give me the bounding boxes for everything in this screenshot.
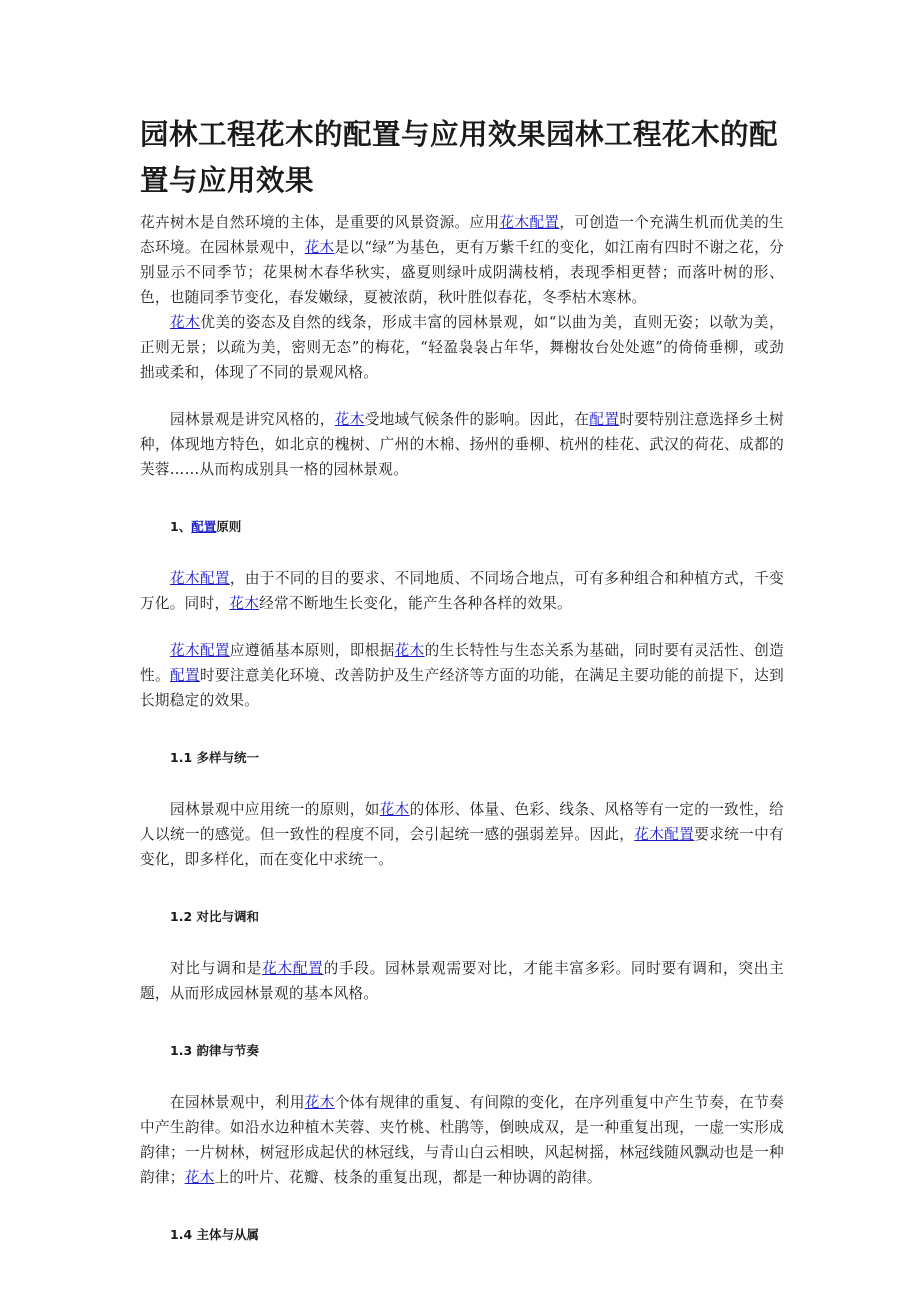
link-huamu[interactable]: 花木 xyxy=(170,314,201,331)
link-huamu[interactable]: 花木 xyxy=(229,595,260,612)
link-peizhi[interactable]: 配置 xyxy=(589,411,620,428)
intro-paragraph-3: 园林景观是讲究风格的，花木受地域气候条件的影响。因此，在配置时要特别注意选择乡土树种，体现地方特色，如北京的槐树、广州的木棉、扬州的垂柳、杭州的桂花、武汉的荷花、成都的芙蓉……从而构成别具一格的园林景观。 xyxy=(140,411,784,478)
link-peizhi[interactable]: 配置 xyxy=(191,519,217,534)
link-huamu[interactable]: 花木 xyxy=(394,642,425,659)
section1-paragraph-2: 花木配置应遵循基本原则，即根据花木的生长特性与生态关系为基础，同时要有灵活性、创造性。配置时要注意美化环境、改善防护及生产经济等方面的功能，在满足主要功能的前提下，达到长期稳定的效果。 xyxy=(140,642,785,709)
document-body xyxy=(140,112,784,1274)
intro-paragraph-2: 花木优美的姿态及自然的线条，形成丰富的园林景观，如“以曲为美，直则无姿；以欹为美，正则无景；以疏为美，密则无态”的梅花，“轻盈袅袅占年华，舞榭妆台处处遮”的倚倚垂柳，或劲拙或柔和，体现了不同的景观风格。 xyxy=(140,314,784,381)
section-heading-1: 1、配置原则 xyxy=(170,519,242,534)
page-title: 园林工程花木的配置与应用效果园林工程花木的配置与应用效果 xyxy=(140,118,779,197)
section-heading-1-1: 1.1 多样与统一 xyxy=(170,750,259,765)
intro-paragraph-1: 花卉树木是自然环境的主体，是重要的风景资源。应用花木配置，可创造一个充满生机而优美的生态环境。在园林景观中，花木是以“绿”为基色，更有万紫千红的变化，如江南有四时不谢之花，分别显示不同季节；花果树木春华秋实，盛夏则绿叶成阴满枝梢，表现季相更替；而落叶树的形、色，也随同季节变化，春发嫩绿，夏被浓荫，秋叶胜似春花，冬季枯木寒林。 xyxy=(140,214,784,306)
link-huamu-peizhi[interactable]: 花木配置 xyxy=(634,826,695,843)
section-heading-1-2: 1.2 对比与调和 xyxy=(170,909,259,924)
section-heading-1-3: 1.3 韵律与节奏 xyxy=(170,1043,259,1058)
link-huamu[interactable]: 花木 xyxy=(379,801,410,818)
link-huamu-peizhi[interactable]: 花木配置 xyxy=(262,960,324,977)
link-peizhi[interactable]: 配置 xyxy=(169,667,200,684)
link-huamu-peizhi[interactable]: 花木配置 xyxy=(170,642,230,659)
link-huamu[interactable]: 花木 xyxy=(334,411,365,428)
link-huamu-peizhi[interactable]: 花木配置 xyxy=(170,570,230,587)
link-huamu[interactable]: 花木 xyxy=(304,1094,335,1111)
section-1-1-paragraph: 园林景观中应用统一的原则，如花木的体形、体量、色彩、线条、风格等有一定的一致性，给人以统一的感觉。但一致性的程度不同，会引起统一感的强弱差异。因此，花木配置要求统一中有变化，即多样化，而在变化中求统一。 xyxy=(140,801,785,868)
link-huamu[interactable]: 花木 xyxy=(184,1169,215,1186)
section1-paragraph-1: 花木配置，由于不同的目的要求、不同地质、不同场合地点，可有多种组合和种植方式，千变万化。同时，花木经常不断地生长变化，能产生各种各样的效果。 xyxy=(140,570,785,612)
link-huamu-peizhi[interactable]: 花木配置 xyxy=(499,214,560,231)
section-1-3-paragraph: 在园林景观中，利用花木个体有规律的重复、有间隙的变化，在序列重复中产生节奏，在节奏中产生韵律。如沿水边种植木芙蓉、夹竹桃、杜鹃等，倒映成双，是一种重复出现，一虚一实形成韵律；一片树林，树冠形成起伏的林冠线，与青山白云相映，风起树摇，林冠线随风飘动也是一种韵律；花木上的叶片、花瓣、枝条的重复出现，都是一种协调的韵律。 xyxy=(140,1094,784,1186)
section-heading-1-4: 1.4 主体与从属 xyxy=(170,1227,259,1242)
link-huamu[interactable]: 花木 xyxy=(304,239,335,256)
section-1-2-paragraph: 对比与调和是花木配置的手段。园林景观需要对比，才能丰富多彩。同时要有调和，突出主题，从而形成园林景观的基本风格。 xyxy=(140,960,784,1002)
